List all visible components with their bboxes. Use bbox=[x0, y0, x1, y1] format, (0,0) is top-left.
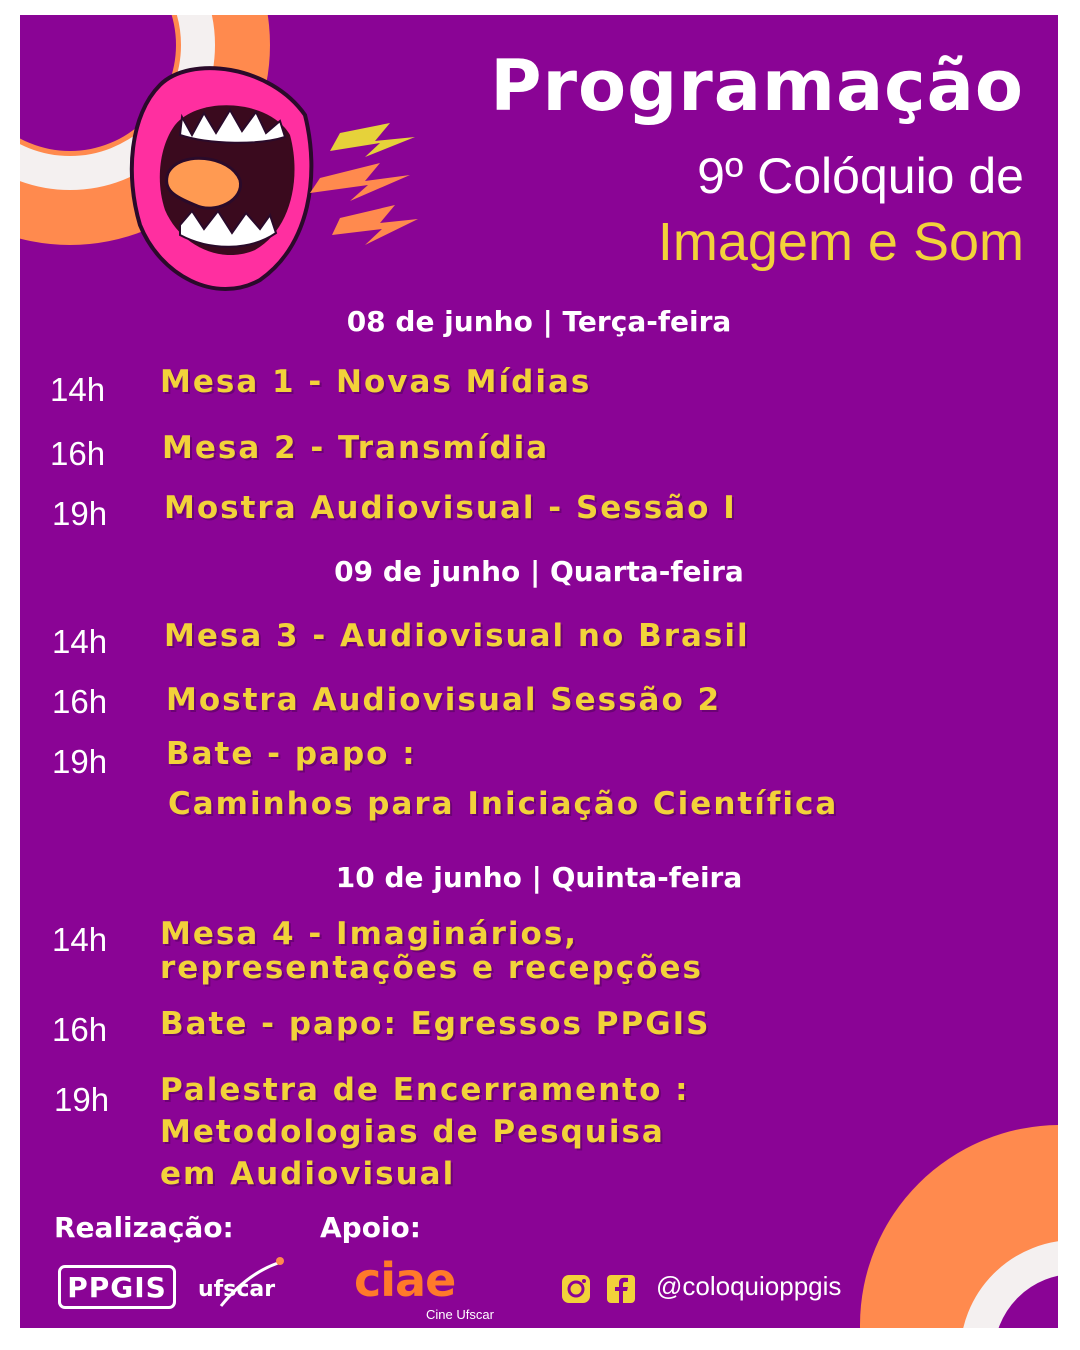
event-time: 14h bbox=[52, 623, 108, 660]
event-time: 19h bbox=[52, 743, 108, 780]
sound-spark-icon bbox=[310, 123, 420, 253]
page-title: Programação bbox=[490, 45, 1024, 127]
event-name-line1: 9º Colóquio de bbox=[697, 148, 1024, 204]
event-time: 19h bbox=[52, 495, 108, 532]
day-heading-1: 08 de junho | Terça-feira bbox=[346, 305, 732, 338]
facebook-icon[interactable] bbox=[605, 1273, 637, 1305]
day-heading-2: 09 de junho | Quarta-feira bbox=[334, 555, 744, 588]
poster bbox=[20, 15, 1058, 1328]
event-title-continued: Metodologias de Pesquisa bbox=[160, 1114, 665, 1150]
day-heading-3: 10 de junho | Quinta-feira bbox=[335, 861, 743, 894]
event-title: Mostra Audiovisual - Sessão I bbox=[164, 490, 737, 526]
event-time: 16h bbox=[50, 435, 106, 472]
event-title: Bate - papo: Egressos PPGIS bbox=[160, 1006, 711, 1042]
event-time: 16h bbox=[52, 1011, 108, 1048]
organizer-label: Realização: bbox=[54, 1211, 234, 1244]
event-title: Mostra Audiovisual Sessão 2 bbox=[166, 682, 722, 718]
support-label: Apoio: bbox=[320, 1211, 421, 1244]
event-title-continued: em Audiovisual bbox=[160, 1156, 456, 1192]
shouting-mouth-icon bbox=[120, 55, 320, 295]
event-time: 14h bbox=[52, 921, 108, 958]
event-title: Mesa 1 - Novas Mídias bbox=[160, 364, 592, 400]
event-title: Palestra de Encerramento : bbox=[160, 1072, 690, 1108]
event-title-continued: representações e recepções bbox=[160, 950, 703, 986]
event-title-continued: Caminhos para Iniciação Científica bbox=[168, 786, 839, 822]
event-title: Mesa 2 - Transmídia bbox=[162, 430, 550, 466]
event-time: 19h bbox=[54, 1081, 110, 1118]
social-handle[interactable]: @coloquioppgis bbox=[656, 1271, 842, 1301]
event-time: 14h bbox=[50, 371, 106, 408]
ufscar-logo: ufscar bbox=[198, 1277, 276, 1302]
event-name-line2: Imagem e Som bbox=[657, 212, 1024, 272]
event-title: Mesa 3 - Audiovisual no Brasil bbox=[164, 618, 750, 654]
ciae-logo: ciae bbox=[354, 1253, 456, 1307]
event-time: 16h bbox=[52, 683, 108, 720]
instagram-icon[interactable] bbox=[560, 1273, 592, 1305]
ppgis-logo: PPGIS bbox=[58, 1265, 176, 1309]
event-title: Bate - papo : bbox=[166, 736, 417, 772]
event-title: Mesa 4 - Imaginários, bbox=[160, 916, 579, 952]
ciae-subtitle: Cine Ufscar bbox=[426, 1307, 494, 1322]
